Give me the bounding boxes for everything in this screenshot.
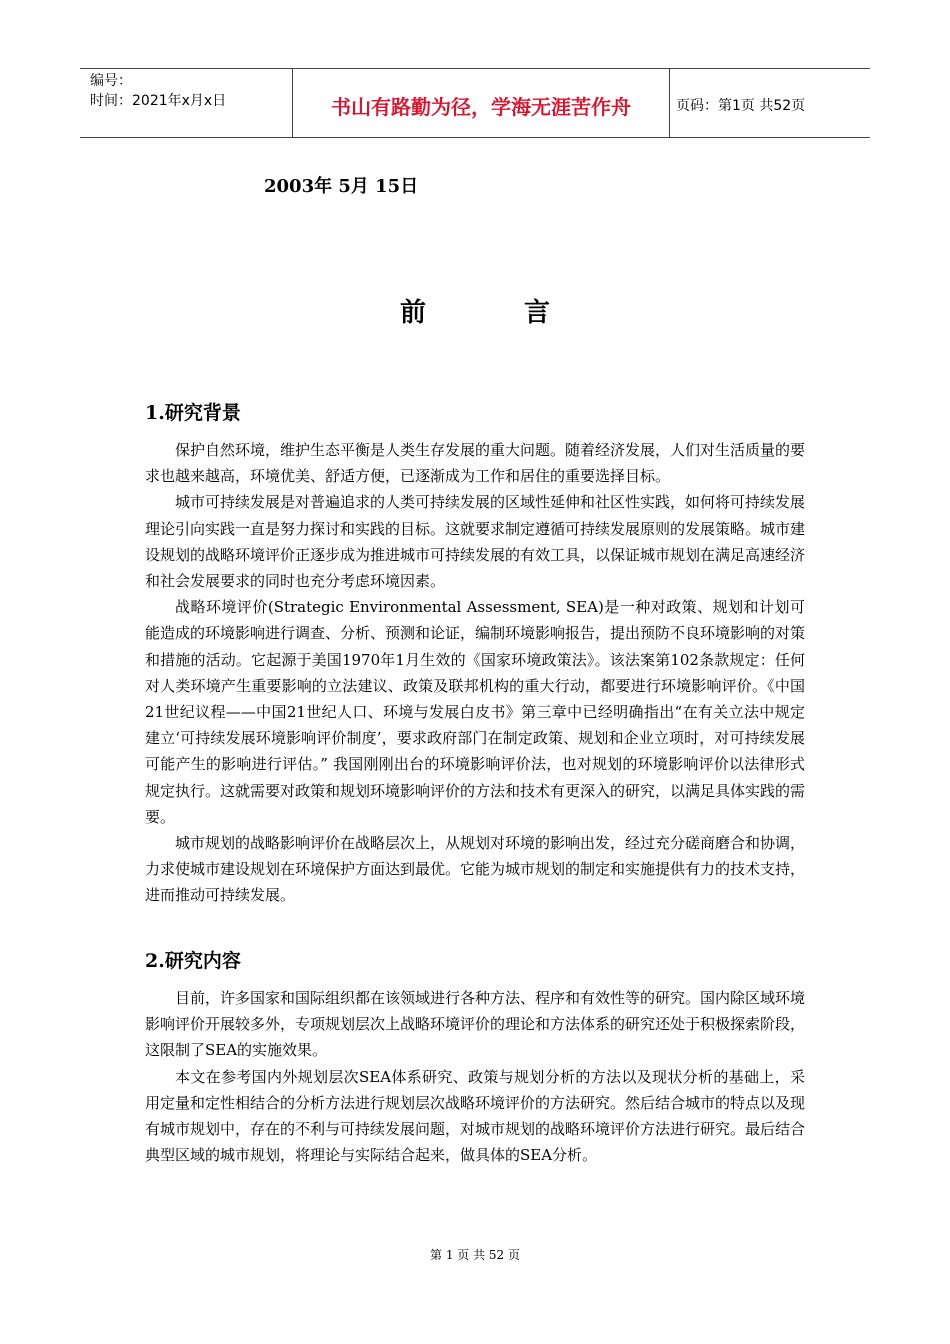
section-heading-background: 1.研究背景 (145, 402, 241, 424)
preface-title: 前言 (399, 298, 648, 328)
page-header (80, 68, 870, 138)
paragraph: 城市可持续发展是对普遍追求的人类可持续发展的区域性延伸和社区性实践，如何将可持续发展理论引向实践一直是努力探讨和实践的目标。这就要求制定遵循可持续发展原则的发展策略。城市建设规划的战略环境评价正逐步成为推进城市可持续发展的有效工具，以保证城市规划在满足高速经济和社会发展要求的同时也充分考虑环境因素。 (145, 493, 806, 591)
document-number-label: 编号： (90, 73, 132, 89)
section-body-background (145, 437, 805, 909)
paragraph: 目前，许多国家和国际组织都在该领域进行各种方法、程序和有效性等的研究。国内除区域环境影响评价开展较多外，专项规划层次上战略环境评价的理论和方法体系的研究还处于积极探索阶段，这限制了SEA的实施效果。 (145, 989, 806, 1060)
paragraph: 战略环境评价(Strategic Environmental Assessment, SEA)是一种对政策、规划和计划可能造成的环境影响进行调查、分析、预测和论证，编制环境影响报告，提出预防不良环境影响的对策和措施的活动。它起源于美国1970年1月生效的《国家环境政策法》。该法案第102条款规定：任何对人类环境产生重要影响的立法建议、政策及联邦机构的重大行动，都要进行环境影响评价。《中国21世纪议程——中国21世纪人口、环境与发展白皮书》第三章中已经明确指出“在有关立法中规定建立‘可持续发展环境影响评价制度’，要求政府部门在制定政策、规划和企业立项时，对可持续发展可能产生的影响进行评估。” 我国刚刚出台的环境影响评价法，也对规划的环境影响评价以法律形式规定执行。这就需要对政策和规划环境影响评价的方法和技术有更深入的研究，以满足具体实践的需要。 (145, 598, 806, 826)
section-heading-content: 2.研究内容 (145, 950, 241, 972)
document-time-label: 时间：2021年x月x日 (90, 93, 227, 109)
document-date: 2003年 5月 15日 (264, 176, 419, 197)
paragraph: 城市规划的战略影响评价在战略层次上，从规划对环境的影响出发，经过充分磋商磨合和协调，力求使城市建设规划在环境保护方面达到最优。它能为城市规划的制定和实施提供有力的技术支持，进而推动可持续发展。 (145, 834, 806, 905)
header-motto: 书山有路勤为径，学海无涯苦作舟 (293, 69, 670, 137)
header-page-info: 页码：第1页 共52页 (676, 98, 806, 114)
paragraph: 本文在参考国内外规划层次SEA体系研究、政策与规划分析的方法以及现状分析的基础上，采用定量和定性相结合的分析方法进行规划层次战略环境评价的方法研究。然后结合城市的特点以及现有城市规划中，存在的不利与可持续发展问题，对城市规划的战略环境评价方法进行研究。最后结合典型区域的城市规划，将理论与实际结合起来，做具体的SEA分析。 (145, 1067, 806, 1165)
page-footer: 第 1 页 共 52 页 (430, 1248, 520, 1262)
paragraph: 保护自然环境，维护生态平衡是人类生存发展的重大问题。随着经济发展，人们对生活质量的要求也越来越高，环境优美、舒适方便，已逐渐成为工作和居住的重要选择目标。 (145, 441, 806, 486)
section-body-content (145, 985, 805, 1168)
header-meta (80, 69, 293, 137)
